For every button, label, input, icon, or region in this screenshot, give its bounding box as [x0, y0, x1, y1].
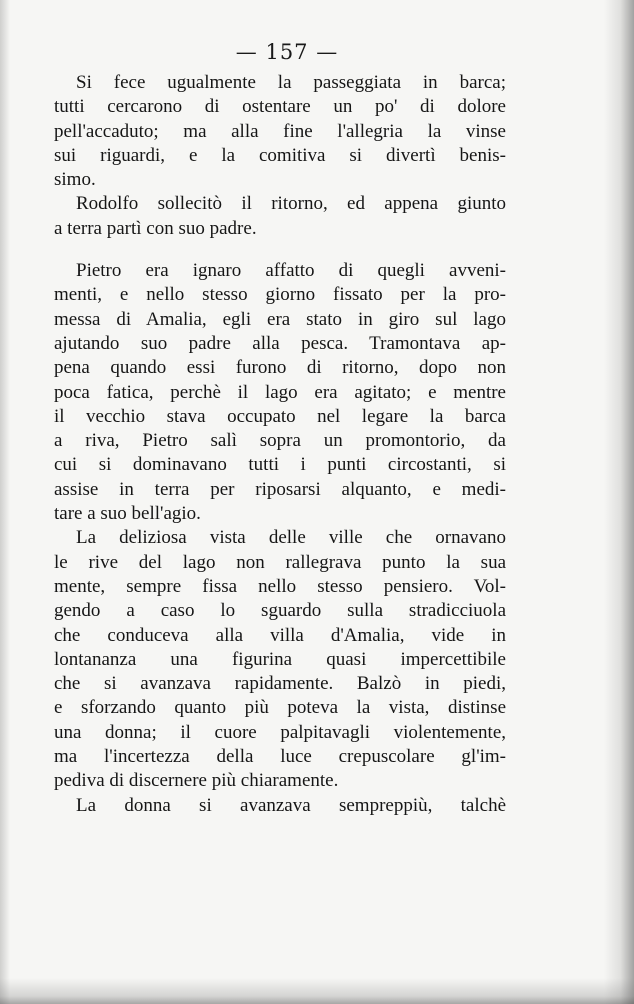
text-line: messa di Amalia, egli era stato in giro sul lago [54, 308, 506, 330]
text-line: menti, e nello stesso giorno fissato per la pro- [54, 284, 506, 306]
paragraph [54, 794, 506, 818]
paragraph [54, 71, 506, 192]
text-line: pediva di discernere più chiaramente. [54, 770, 339, 792]
paragraph-gap [54, 241, 506, 259]
text-line: Pietro era ignaro affatto di quegli avveni- [76, 260, 506, 282]
text-line: il vecchio stava occupato nel legare la barca [54, 405, 506, 427]
page-bottom-edge-shadow [0, 978, 634, 1004]
text-line: che si avanzava rapidamente. Balzò in piedi, [54, 673, 506, 695]
text-line: tare a suo bell'agio. [54, 503, 201, 525]
text-line: pell'accaduto; ma alla fine l'allegria la vinse [54, 120, 506, 142]
text-line: pena quando essi furono di ritorno, dopo non [54, 357, 506, 379]
text-line: a riva, Pietro salì sopra un promontorio, da [54, 430, 506, 452]
page-number: — 157 — [235, 40, 339, 64]
text-line: a terra partì con suo padre. [54, 217, 257, 239]
page-left-shadow [0, 0, 10, 1004]
paragraph [54, 526, 506, 793]
text-line: gendo a caso lo sguardo sulla stradicciuola [54, 600, 506, 622]
text-line: che conduceva alla villa d'Amalia, vide in [54, 624, 506, 646]
text-line: una donna; il cuore palpitavagli violentemente, [54, 721, 506, 743]
text-line: La donna si avanzava sempreppiù, talchè [76, 794, 506, 816]
text-line: le rive del lago non rallegrava punto la sua [54, 551, 506, 573]
text-line: Rodolfo sollecitò il ritorno, ed appena giunto [76, 193, 506, 215]
text-line: ajutando suo padre alla pesca. Tramontava ap- [54, 332, 506, 354]
text-line: ma l'incertezza della luce crepuscolare gl'im- [54, 746, 506, 768]
text-line: tutti cercarono di ostentare un po' di dolore [54, 96, 506, 118]
page-right-edge-shadow [604, 0, 634, 1004]
text-line: e sforzando quanto più poteva la vista, distinse [54, 697, 506, 719]
text-line: Si fece ugualmente la passeggiata in barca; [76, 72, 506, 93]
text-line: mente, sempre fissa nello stesso pensiero. Vol- [54, 575, 506, 597]
paragraph [54, 192, 506, 241]
paragraph [54, 259, 506, 526]
text-line: sui riguardi, e la comitiva si divertì benis- [54, 144, 506, 166]
text-line: poca fatica, perchè il lago era agitato; e mentre [54, 381, 506, 403]
text-line: cui si dominavano tutti i punti circostanti, si [54, 454, 506, 476]
text-line: simo. [54, 169, 96, 191]
text-line: La deliziosa vista delle ville che ornavano [76, 527, 506, 549]
text-line: assise in terra per riposarsi alquanto, e medi- [54, 478, 506, 500]
text-line: lontananza una figurina quasi impercettibile [54, 648, 506, 670]
body-text [54, 71, 506, 818]
